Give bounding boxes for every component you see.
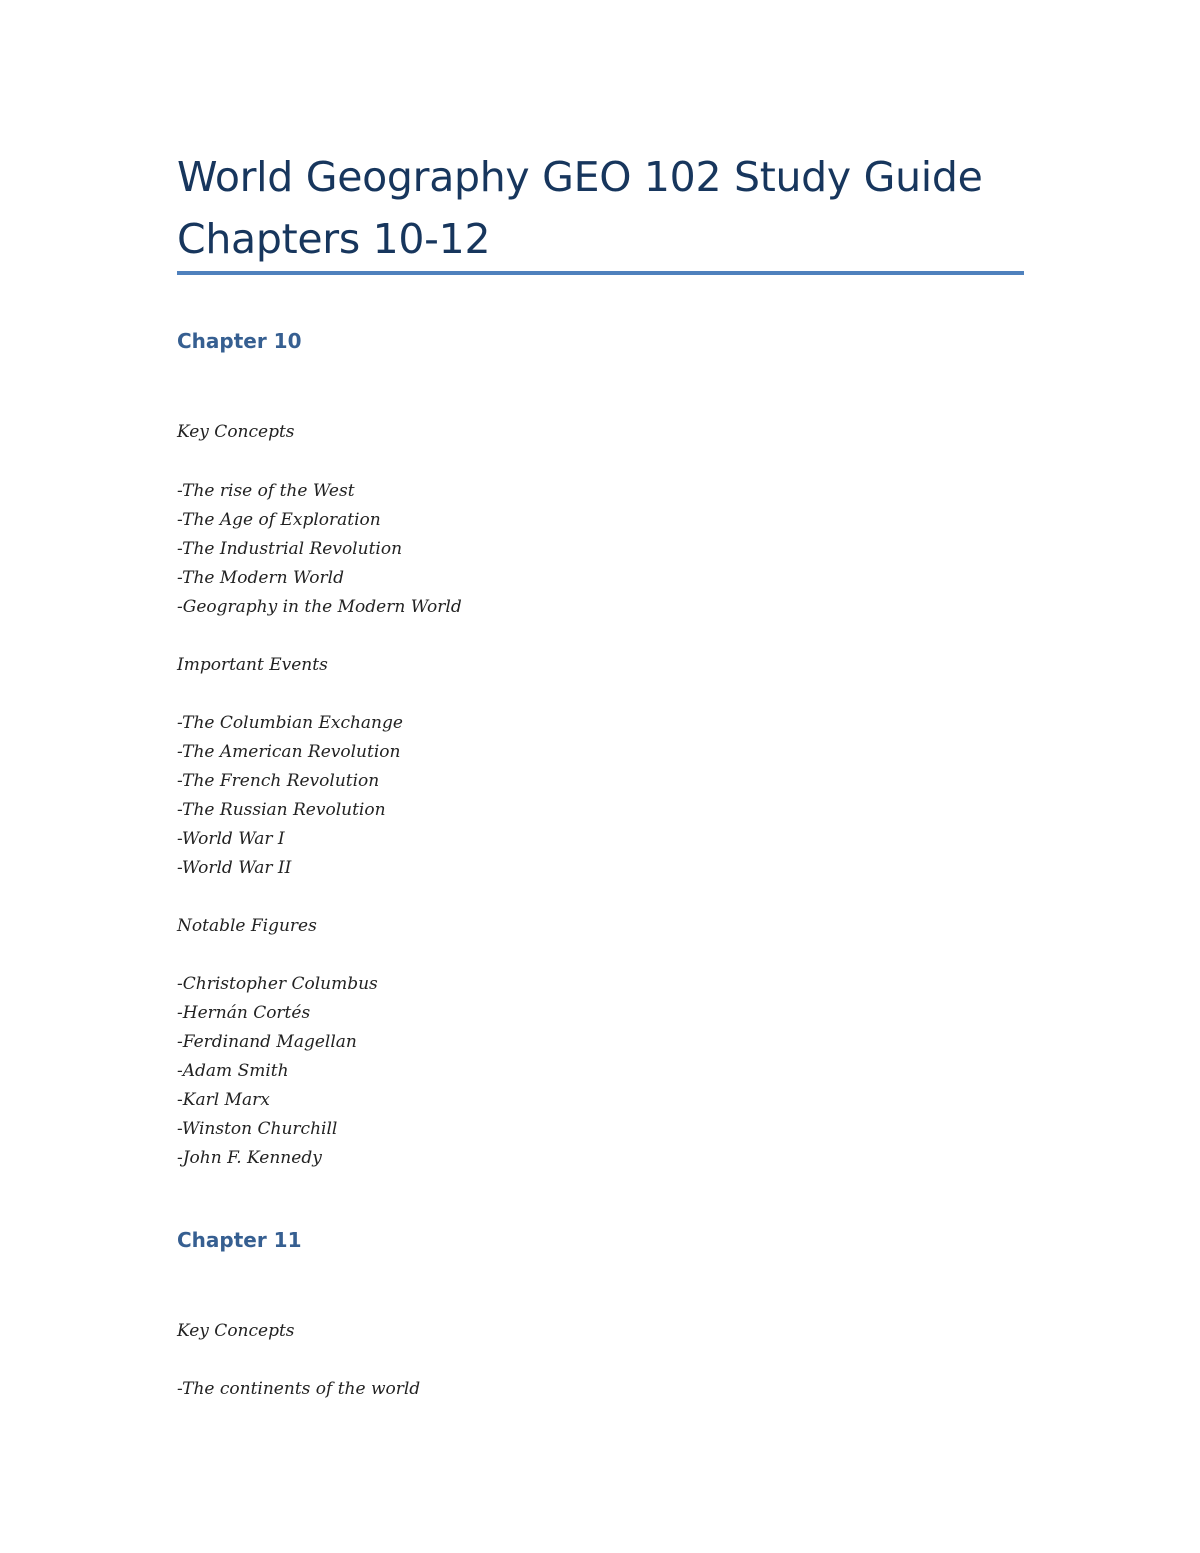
ch10-figure-item: -Christopher Columbus [177, 974, 378, 994]
ch10-event-item: -The Columbian Exchange [177, 713, 403, 733]
chapter-10-heading: Chapter 10 [177, 329, 302, 353]
ch11-key-concept-item: -The continents of the world [177, 1379, 421, 1399]
ch10-event-item: -World War I [177, 829, 285, 849]
ch10-figure-item: -Adam Smith [177, 1061, 289, 1081]
title-line-1: World Geography GEO 102 Study Guide [177, 153, 983, 201]
ch11-key-concepts-label: Key Concepts [177, 1321, 295, 1341]
title-underline [177, 271, 1024, 275]
title-line-2: Chapters 10-12 [177, 215, 491, 263]
ch10-event-item: -The French Revolution [177, 771, 380, 791]
ch10-key-concept-item: -The rise of the West [177, 481, 355, 501]
ch10-figure-item: -Winston Churchill [177, 1119, 338, 1139]
ch10-event-item: -The American Revolution [177, 742, 401, 762]
ch10-important-events-label: Important Events [177, 655, 328, 675]
ch10-key-concept-item: -The Industrial Revolution [177, 539, 403, 559]
ch10-event-item: -The Russian Revolution [177, 800, 386, 820]
ch10-figure-item: -Hernán Cortés [177, 1003, 311, 1023]
chapter-11-heading: Chapter 11 [177, 1228, 302, 1252]
ch10-notable-figures-label: Notable Figures [177, 916, 317, 936]
ch10-figure-item: -John F. Kennedy [177, 1148, 322, 1168]
ch10-key-concept-item: -The Modern World [177, 568, 344, 588]
ch10-figure-item: -Ferdinand Magellan [177, 1032, 357, 1052]
document-title [177, 146, 1037, 270]
ch10-key-concept-item: -Geography in the Modern World [177, 597, 462, 617]
ch10-key-concepts-label: Key Concepts [177, 422, 295, 442]
ch10-key-concept-item: -The Age of Exploration [177, 510, 381, 530]
ch10-event-item: -World War II [177, 858, 292, 878]
ch10-figure-item: -Karl Marx [177, 1090, 270, 1110]
